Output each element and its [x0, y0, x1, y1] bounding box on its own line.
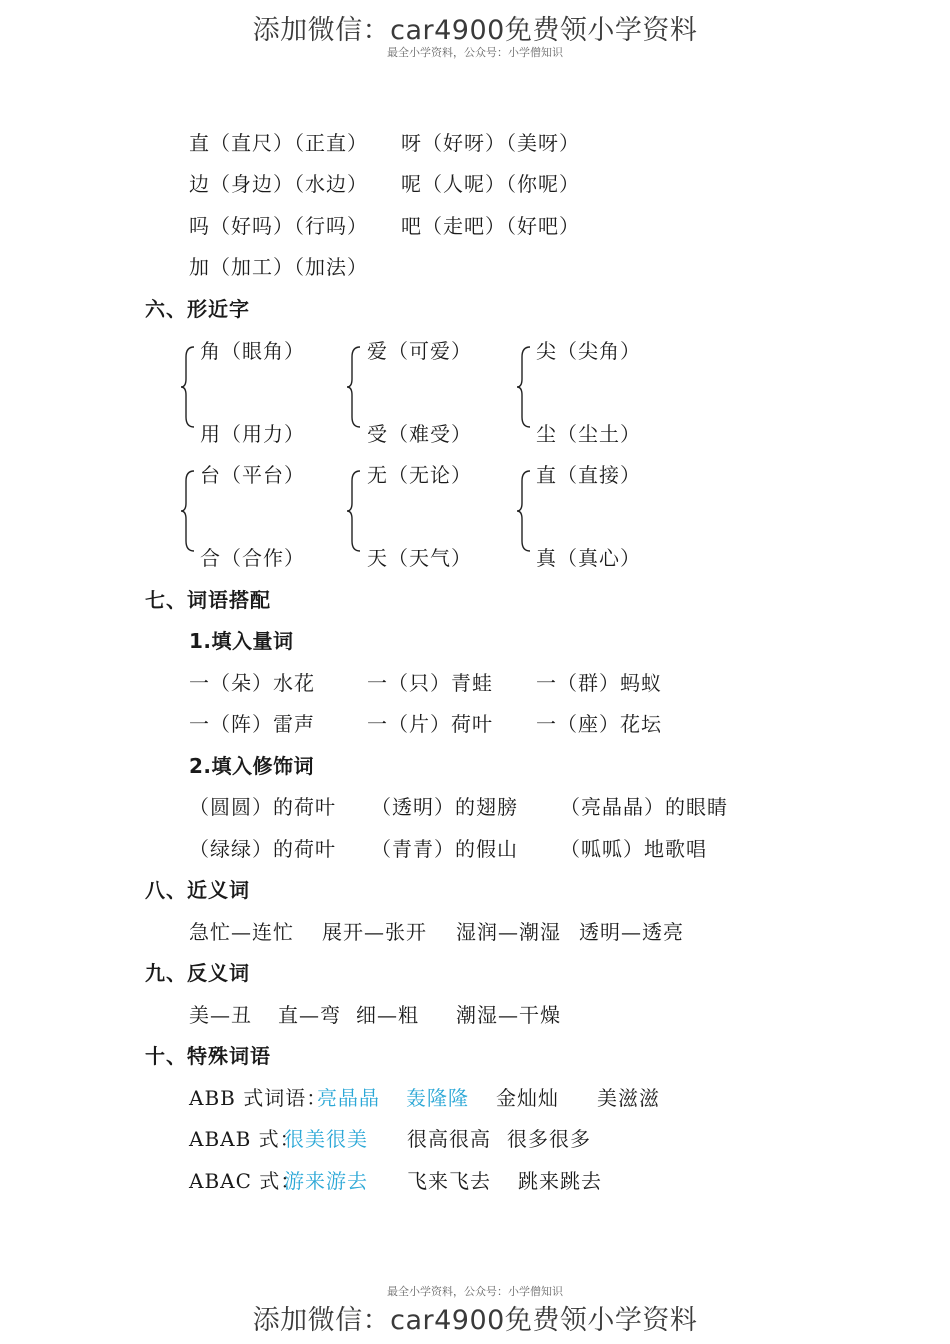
synonym-2: 展开—张开	[322, 920, 427, 944]
similar-char-4-bottom: 合（合作）	[200, 546, 305, 570]
watermark-bottom-sub: 最全小学资料，公众号：小学僧知识	[387, 1285, 563, 1298]
modifier-2-3: （呱呱）地歌唱	[560, 837, 707, 861]
brace-icon	[346, 469, 364, 553]
similar-char-1-top: 角（眼角）	[200, 339, 305, 363]
section-10-heading: 十、特殊词语	[145, 1044, 271, 1068]
abab-plain-1: 很高很高	[407, 1127, 491, 1151]
modifier-1-3: （亮晶晶）的眼睛	[560, 795, 728, 819]
brace-icon	[516, 469, 534, 553]
brace-icon	[516, 345, 534, 429]
section-8-heading: 八、近义词	[145, 878, 250, 902]
section-7-sub-1: 1.填入量词	[189, 629, 294, 653]
similar-char-3-bottom: 尘（尘土）	[536, 422, 641, 446]
similar-char-6-bottom: 真（真心）	[536, 546, 641, 570]
antonym-1: 美—丑	[189, 1003, 252, 1027]
polyphone-row-4-a: 加（加工）（加法）	[189, 255, 368, 279]
measure-1-3: 一（群）蚂蚁	[536, 671, 662, 695]
section-7-sub-2: 2.填入修饰词	[189, 754, 315, 778]
similar-char-4-top: 台（平台）	[200, 463, 305, 487]
similar-char-2-top: 爱（可爱）	[367, 339, 472, 363]
polyphone-row-1-a: 直（直尺）（正直）	[189, 131, 368, 155]
measure-2-3: 一（座）花坛	[536, 712, 662, 736]
abab-plain-2: 很多很多	[507, 1127, 591, 1151]
polyphone-row-3-a: 吗（好吗）（行吗）	[189, 214, 368, 238]
abb-highlight-1: 亮晶晶	[317, 1086, 380, 1110]
synonym-3: 湿润—潮湿	[456, 920, 561, 944]
modifier-1-1: （圆圆）的荷叶	[189, 795, 336, 819]
polyphone-row-2-a: 边（身边）（水边）	[189, 172, 368, 196]
similar-char-2-bottom: 受（难受）	[367, 422, 472, 446]
watermark-top-sub: 最全小学资料，公众号：小学僧知识	[387, 46, 563, 59]
similar-char-3-top: 尖（尖角）	[536, 339, 641, 363]
modifier-2-2: （青青）的假山	[371, 837, 518, 861]
modifier-2-1: （绿绿）的荷叶	[189, 837, 336, 861]
watermark-bottom: 添加微信：car4900免费领小学资料	[252, 1305, 698, 1336]
abb-plain-2: 美滋滋	[597, 1086, 660, 1110]
abac-label: ABAC 式：	[189, 1169, 302, 1193]
measure-2-2: 一（片）荷叶	[367, 712, 493, 736]
antonym-4: 潮湿—干燥	[456, 1003, 561, 1027]
similar-char-1-bottom: 用（用力）	[200, 422, 305, 446]
abab-label: ABAB 式：	[189, 1127, 301, 1151]
brace-icon	[180, 345, 198, 429]
brace-icon	[346, 345, 364, 429]
watermark-top: 添加微信：car4900免费领小学资料	[252, 15, 698, 46]
polyphone-row-3-b: 吧（走吧）（好吧）	[401, 214, 580, 238]
brace-icon	[180, 469, 198, 553]
abb-plain-1: 金灿灿	[496, 1086, 559, 1110]
abac-plain-1: 飞来飞去	[407, 1169, 491, 1193]
similar-char-5-top: 无（无论）	[367, 463, 472, 487]
synonym-1: 急忙—连忙	[189, 920, 294, 944]
antonym-3: 细—粗	[356, 1003, 419, 1027]
abac-plain-2: 跳来跳去	[518, 1169, 602, 1193]
synonym-4: 透明—透亮	[579, 920, 684, 944]
antonym-2: 直—弯	[278, 1003, 341, 1027]
abb-label: ABB 式词语：	[189, 1086, 328, 1110]
polyphone-row-2-b: 呢（人呢）（你呢）	[401, 172, 580, 196]
measure-1-2: 一（只）青蛙	[367, 671, 493, 695]
similar-char-5-bottom: 天（天气）	[367, 546, 472, 570]
polyphone-row-1-b: 呀（好呀）（美呀）	[401, 131, 580, 155]
modifier-1-2: （透明）的翅膀	[371, 795, 518, 819]
similar-char-6-top: 直（直接）	[536, 463, 641, 487]
section-7-heading: 七、词语搭配	[145, 588, 271, 612]
section-6-heading: 六、形近字	[145, 297, 250, 321]
section-9-heading: 九、反义词	[145, 961, 250, 985]
measure-1-1: 一（朵）水花	[189, 671, 315, 695]
abab-highlight-1: 很美很美	[284, 1127, 368, 1151]
abb-highlight-2: 轰隆隆	[406, 1086, 469, 1110]
abac-highlight-1: 游来游去	[284, 1169, 368, 1193]
measure-2-1: 一（阵）雷声	[189, 712, 315, 736]
